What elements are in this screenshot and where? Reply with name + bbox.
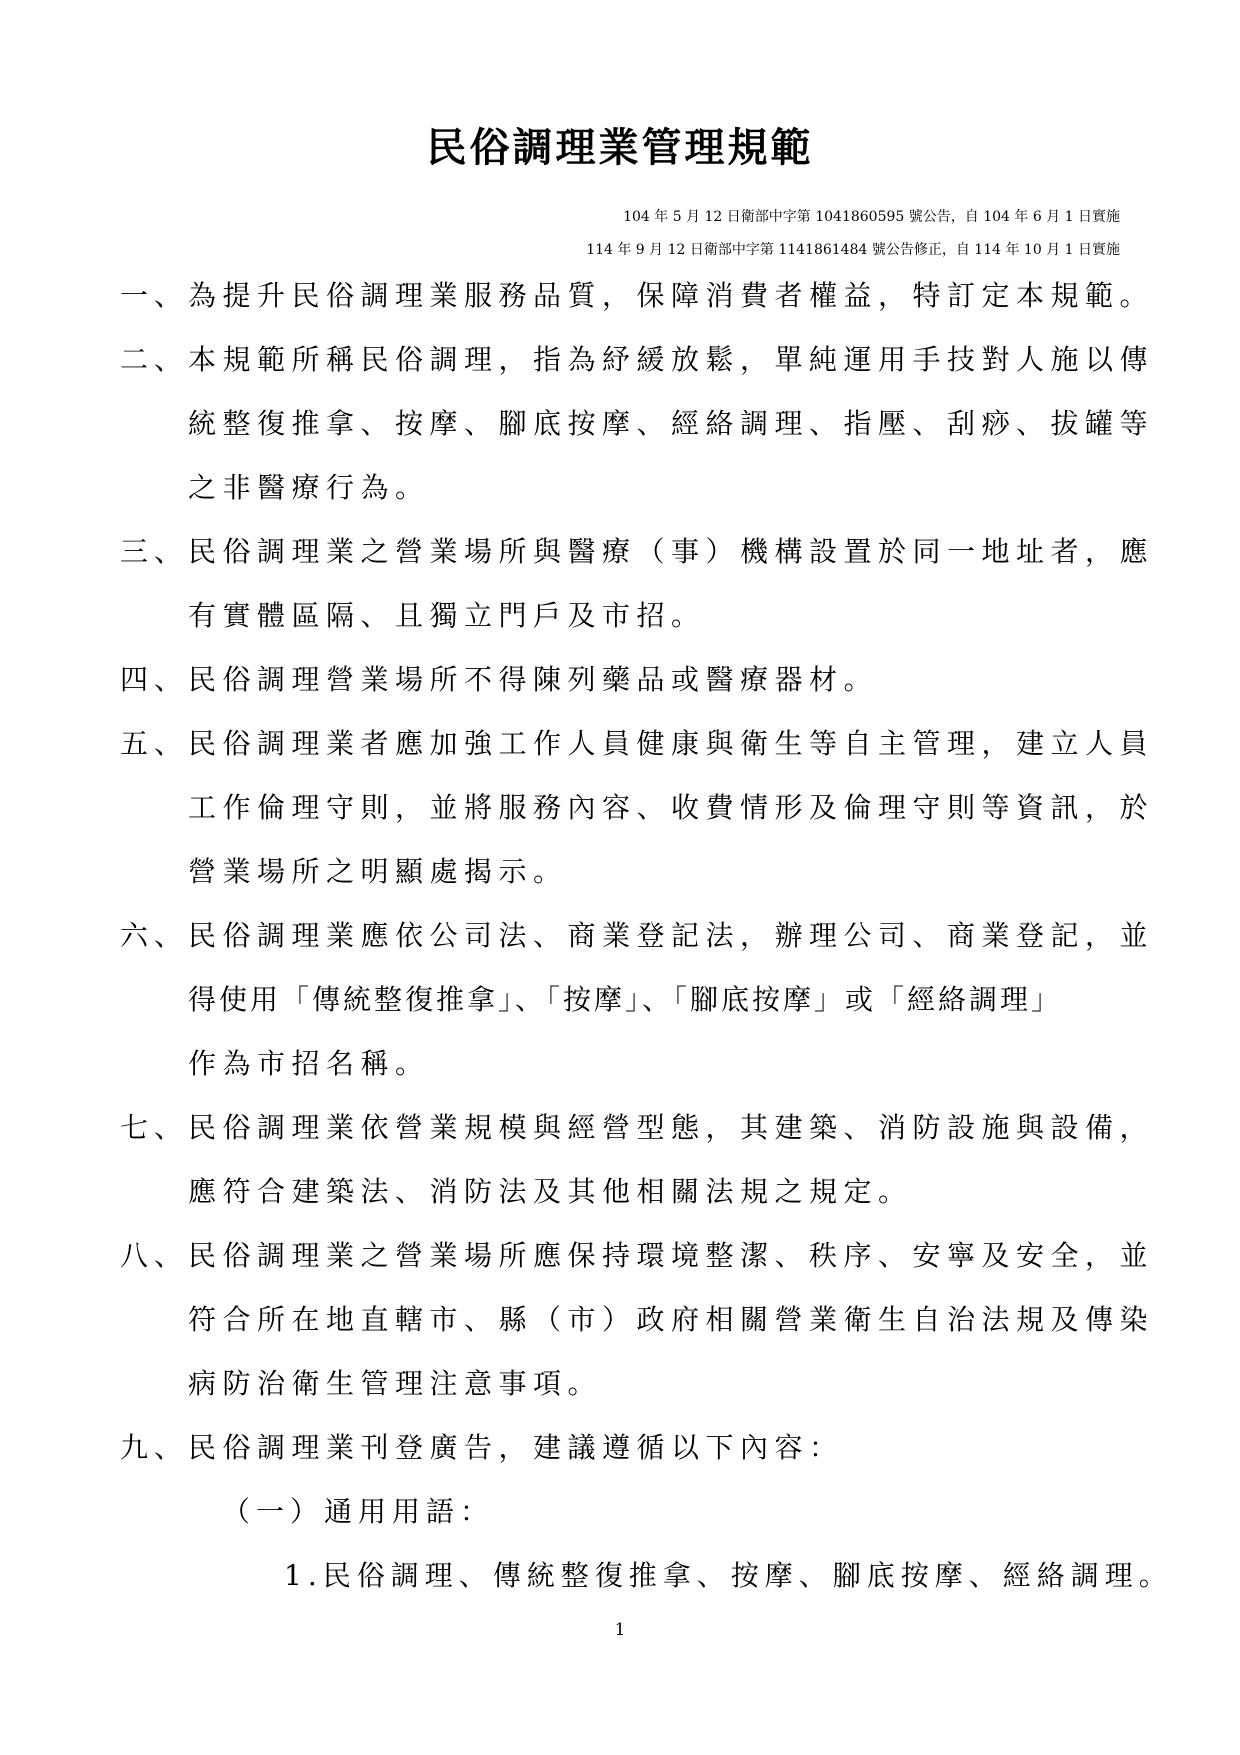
article-number: 五、 — [120, 727, 189, 760]
document-title: 民俗調理業管理規範 — [426, 124, 814, 171]
article-text-line: 為提升民俗調理業服務品質，保障消費者權益，特訂定本規範。 — [188, 279, 1155, 312]
article-text-line: 有實體區隔、且獨立門戶及市招。 — [188, 599, 706, 632]
article-number: 四、 — [120, 663, 189, 696]
article-number: 八、 — [120, 1239, 189, 1272]
article-text-line: 得使用「傳統整復推拿」、「按摩」、「腳底按摩」或「經絡調理」 — [188, 983, 1063, 1016]
article-text-line: 之非醫療行為。 — [188, 471, 430, 504]
article-text-line: 民俗調理業應依公司法、商業登記法，辦理公司、商業登記，並 — [188, 919, 1155, 952]
announcement-note-original: 104 年 5 月 12 日衛部中字第 1041860595 號公告，自 104 年 6 月 1 日實施 — [623, 209, 1120, 225]
page-number: 1 — [614, 1620, 626, 1640]
article-text-line: 符合所在地直轄市、縣（市）政府相關營業衛生自治法規及傳染 — [188, 1303, 1155, 1336]
article-number: 六、 — [120, 919, 189, 952]
article-text-line: 營業場所之明顯處揭示。 — [188, 855, 568, 888]
announcement-note-amendment: 114 年 9 月 12 日衛部中字第 1141861484 號公告修正，自 114 年 10 月 1 日實施 — [586, 242, 1120, 258]
article-number: 九、 — [120, 1431, 189, 1464]
article-number: 三、 — [120, 535, 189, 568]
article-text-line: 統整復推拿、按摩、腳底按摩、經絡調理、指壓、刮痧、拔罐等 — [188, 407, 1155, 440]
article-text-line: 病防治衛生管理注意事項。 — [188, 1367, 603, 1400]
article-number: 二、 — [120, 343, 189, 376]
article-text-line: 民俗調理業依營業規模與經營型態，其建築、消防設施與設備， — [188, 1111, 1155, 1144]
article-text-line: 民俗調理營業場所不得陳列藥品或醫療器材。 — [188, 663, 879, 696]
subsection-item: 1.民俗調理、傳統整復推拿、按摩、腳底按摩、經絡調理。 — [284, 1559, 1173, 1592]
article-text-line: 作為市招名稱。 — [188, 1047, 430, 1080]
article-text-line: 本規範所稱民俗調理，指為紓緩放鬆，單純運用手技對人施以傳 — [188, 343, 1155, 376]
subsection-heading: （一）通用用語： — [222, 1495, 495, 1528]
article-text-line: 工作倫理守則，並將服務內容、收費情形及倫理守則等資訊，於 — [188, 791, 1155, 824]
article-text-line: 民俗調理業之營業場所應保持環境整潔、秩序、安寧及安全，並 — [188, 1239, 1155, 1272]
article-text-line: 民俗調理業刊登廣告，建議遵循以下內容： — [188, 1431, 844, 1464]
article-text-line: 民俗調理業者應加強工作人員健康與衛生等自主管理，建立人員 — [188, 727, 1155, 760]
article-number: 七、 — [120, 1111, 189, 1144]
article-number: 一、 — [120, 279, 189, 312]
article-text-line: 應符合建築法、消防法及其他相關法規之規定。 — [188, 1175, 913, 1208]
article-text-line: 民俗調理業之營業場所與醫療（事）機構設置於同一地址者，應 — [188, 535, 1155, 568]
